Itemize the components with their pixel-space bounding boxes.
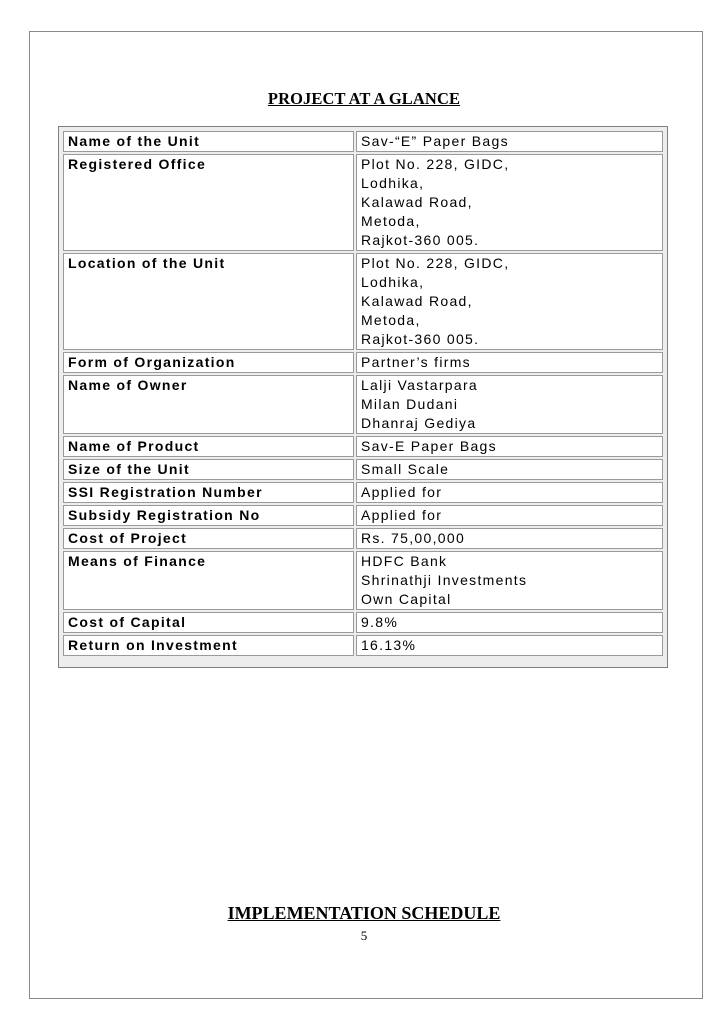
row-label: Cost of Project: [63, 528, 354, 549]
value-line: Dhanraj Gediya: [360, 415, 477, 431]
value-line: Partner’s firms: [360, 354, 471, 370]
value-line: Sav-E Paper Bags: [360, 438, 497, 454]
value-line: 9.8%: [360, 614, 399, 630]
row-value: [356, 154, 663, 251]
row-label: Name of Product: [63, 436, 354, 457]
table-row: [63, 436, 663, 457]
table-row: [63, 459, 663, 480]
row-label: Name of the Unit: [63, 131, 354, 152]
value-line: Rs. 75,00,000: [360, 530, 466, 546]
row-value: [356, 436, 663, 457]
value-line: Rajkot-360 005.: [360, 232, 480, 248]
value-line: Kalawad Road,: [360, 293, 473, 309]
row-value: [356, 635, 663, 656]
row-value: [356, 352, 663, 373]
value-line: Lodhika,: [360, 175, 425, 191]
row-value: [356, 505, 663, 526]
table-row: [63, 528, 663, 549]
implementation-schedule-heading: IMPLEMENTATION SCHEDULE: [227, 903, 501, 923]
row-value: [356, 482, 663, 503]
value-line: Kalawad Road,: [360, 194, 473, 210]
row-label: Subsidy Registration No: [63, 505, 354, 526]
table-row: [63, 612, 663, 633]
value-line: Rajkot-360 005.: [360, 331, 480, 347]
row-label: Location of the Unit: [63, 253, 354, 350]
row-label: Registered Office: [63, 154, 354, 251]
page-number: 5: [360, 928, 368, 943]
row-value: [356, 131, 663, 152]
project-glance-table-frame: [58, 126, 668, 668]
table-row: [63, 551, 663, 610]
row-value: [356, 253, 663, 350]
row-value: [356, 612, 663, 633]
table-row: [63, 375, 663, 434]
value-line: 16.13%: [360, 637, 417, 653]
row-label: Cost of Capital: [63, 612, 354, 633]
value-line: Applied for: [360, 507, 443, 523]
table-row: [63, 482, 663, 503]
value-line: Sav-“E” Paper Bags: [360, 133, 509, 149]
value-line: Lodhika,: [360, 274, 425, 290]
value-line: Shrinathji Investments: [360, 572, 528, 588]
table-row: [63, 253, 663, 350]
value-line: Applied for: [360, 484, 443, 500]
table-row: [63, 131, 663, 152]
value-line: Metoda,: [360, 213, 421, 229]
row-value: [356, 528, 663, 549]
value-line: Milan Dudani: [360, 396, 459, 412]
table-row: [63, 154, 663, 251]
value-line: Lalji Vastarpara: [360, 377, 479, 393]
row-label: Return on Investment: [63, 635, 354, 656]
table-row: [63, 635, 663, 656]
value-line: Metoda,: [360, 312, 421, 328]
row-label: Means of Finance: [63, 551, 354, 610]
row-label: Form of Organization: [63, 352, 354, 373]
project-glance-table: [61, 129, 665, 658]
row-value: [356, 551, 663, 610]
value-line: Plot No. 228, GIDC,: [360, 255, 510, 271]
table-row: [63, 352, 663, 373]
row-value: [356, 375, 663, 434]
row-value: [356, 459, 663, 480]
table-row: [63, 505, 663, 526]
value-line: Small Scale: [360, 461, 450, 477]
value-line: HDFC Bank: [360, 553, 448, 569]
value-line: Plot No. 228, GIDC,: [360, 156, 510, 172]
row-label: Name of Owner: [63, 375, 354, 434]
row-label: SSI Registration Number: [63, 482, 354, 503]
page-title: PROJECT AT A GLANCE: [267, 89, 461, 108]
value-line: Own Capital: [360, 591, 452, 607]
row-label: Size of the Unit: [63, 459, 354, 480]
